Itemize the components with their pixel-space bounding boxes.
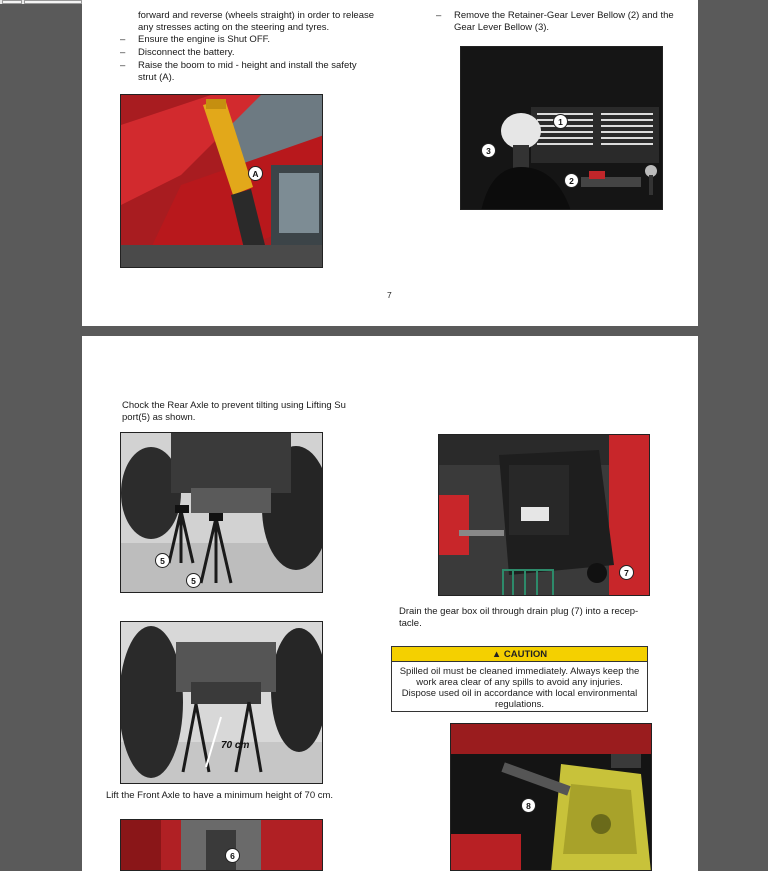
callout-5-lower: 5 bbox=[186, 573, 201, 588]
bullet-text: Ensure the engine is Shut OFF. bbox=[138, 34, 271, 45]
bullet-dash: – bbox=[120, 34, 126, 45]
callout-3: 3 bbox=[481, 143, 496, 158]
text-line: Lift the Front Axle to have a minimum height of 70 cm. bbox=[106, 790, 334, 801]
bullet-text: strut (A). bbox=[138, 72, 175, 83]
callout-5-upper: 5 bbox=[155, 553, 170, 568]
machine-lift-illustration bbox=[121, 820, 323, 871]
text-line: port(5) as shown. bbox=[122, 412, 196, 423]
gear-lever-photo bbox=[460, 46, 663, 210]
front-axle-illustration bbox=[121, 622, 323, 784]
gearbox-drain-photo bbox=[438, 434, 650, 596]
text-line: Chock the Rear Axle to prevent tilting using Lifting Su bbox=[122, 400, 346, 411]
rear-axle-illustration bbox=[121, 433, 323, 593]
callout-a: A bbox=[248, 166, 263, 181]
text-line: forward and reverse (wheels straight) in order to release bbox=[138, 10, 375, 21]
bullet-dash: – bbox=[436, 10, 442, 21]
callout-6: 6 bbox=[225, 848, 240, 863]
caution-title: CAUTION bbox=[503, 649, 548, 660]
toolbar-button[interactable] bbox=[2, 0, 22, 4]
callout-2: 2 bbox=[564, 173, 579, 188]
toolbar-field[interactable] bbox=[24, 0, 82, 4]
warning-triangle-icon: ▲ bbox=[491, 649, 502, 660]
bullet-text: Raise the boom to mid - height and install the safety bbox=[138, 60, 357, 71]
boom-strut-photo bbox=[120, 94, 323, 268]
text-line: Drain the gear box oil through drain plug (7) into a recep- bbox=[399, 606, 639, 617]
bullet-text: Gear Lever Bellow (3). bbox=[454, 22, 550, 33]
boom-strut-illustration bbox=[121, 95, 323, 268]
bullet-dash: – bbox=[120, 47, 126, 58]
bullet-text: Disconnect the battery. bbox=[138, 47, 235, 58]
callout-1: 1 bbox=[553, 114, 568, 129]
front-axle-photo bbox=[120, 621, 323, 784]
height-label: 70 cm bbox=[221, 740, 250, 751]
rear-axle-support-photo bbox=[120, 432, 323, 593]
document-page-7 bbox=[82, 0, 698, 326]
bullet-dash: – bbox=[120, 60, 126, 71]
page-number: 7 bbox=[387, 290, 392, 300]
caution-body: Spilled oil must be cleaned immediately. Always keep the work area clear of any spills to avoid any injuries. Dispose used oil in accordance with local environmental regulations. bbox=[391, 662, 648, 712]
caution-header bbox=[391, 646, 648, 662]
callout-8: 8 bbox=[521, 798, 536, 813]
document-page-8 bbox=[82, 336, 698, 871]
bullet-text: Remove the Retainer-Gear Lever Bellow (2) and the bbox=[454, 10, 674, 21]
text-line: tacle. bbox=[399, 618, 422, 629]
gearbox-removal-illustration bbox=[451, 724, 652, 871]
text-line: any stresses acting on the steering and tyres. bbox=[138, 22, 330, 33]
callout-7: 7 bbox=[619, 565, 634, 580]
gearbox-removal-photo bbox=[450, 723, 652, 871]
machine-lift-photo bbox=[120, 819, 323, 871]
